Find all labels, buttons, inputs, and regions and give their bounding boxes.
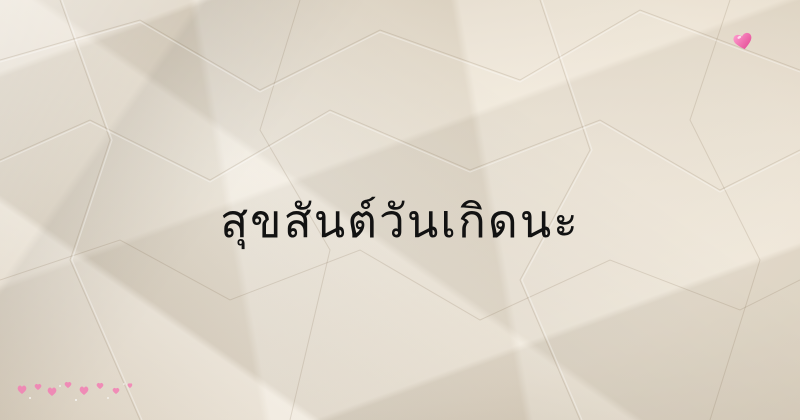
birthday-message: สุขสันต์วันเกิดนะ	[220, 194, 580, 248]
heart-icon	[732, 30, 754, 52]
hearts-cluster-icon	[12, 376, 142, 406]
